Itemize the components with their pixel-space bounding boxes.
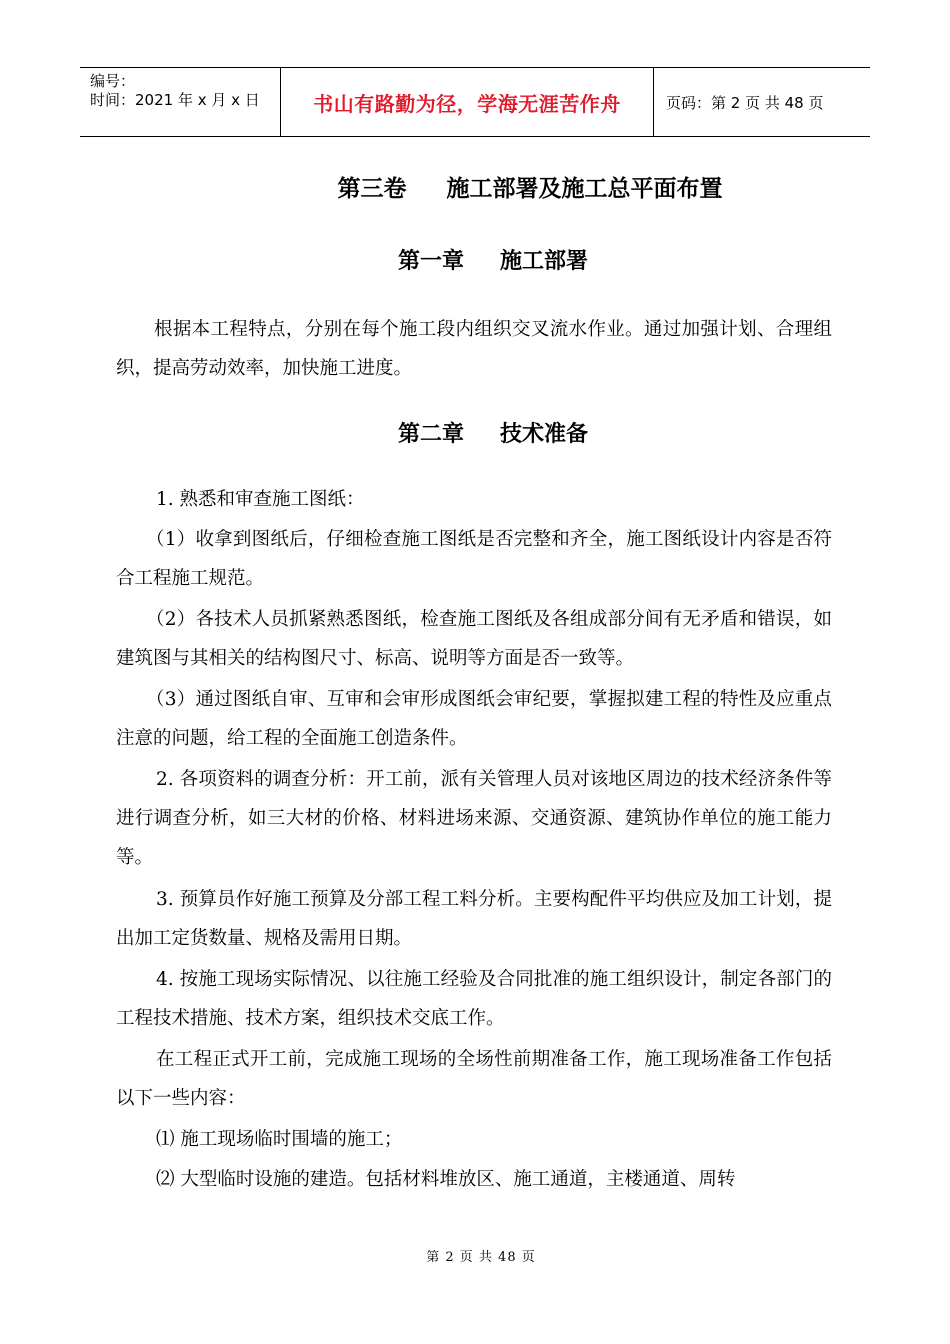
volume-name: 施工部署及施工总平面布置 [446, 176, 723, 202]
list-item: 在工程正式开工前，完成施工现场的全场性前期准备工作，施工现场准备工作包括以下一些内容： [116, 1049, 832, 1109]
chapter-1-part: 第一章 [397, 249, 464, 274]
list-item: ⑴ 施工现场临时围墙的施工； [156, 1129, 403, 1150]
list-item: （1）收拿到图纸后，仔细检查施工图纸是否完整和齐全，施工图纸设计内容是否符合工程施工规范。 [116, 529, 832, 589]
page-info: 页码：第 2 页 共 48 页 [666, 93, 824, 112]
volume-title [0, 170, 950, 203]
volume-part: 第三卷 [337, 176, 407, 202]
list-item: 3. 预算员作好施工预算及分部工程工料分析。主要构配件平均供应及加工计划，提出加工定货数量、规格及需用日期。 [116, 889, 832, 949]
list-item: （3）通过图纸自审、互审和会审形成图纸会审纪要，掌握拟建工程的特性及应重点注意的问题，给工程的全面施工创造条件。 [116, 689, 832, 749]
chapter-1-name: 施工部署 [500, 249, 589, 274]
list-item: 2. 各项资料的调查分析：开工前，派有关管理人员对该地区周边的技术经济条件等进行调查分析，如三大材的价格、材料进场来源、交通资源、建筑协作单位的施工能力等。 [116, 769, 832, 868]
header-meta [80, 68, 280, 136]
chapter-2-name: 技术准备 [500, 422, 589, 447]
number-label: 编号： [90, 72, 136, 90]
list-item: 1. 熟悉和审查施工图纸： [156, 489, 365, 510]
header-motto-cell [280, 68, 654, 136]
chapter-2-part: 第二章 [397, 422, 464, 447]
list-item: 4. 按施工现场实际情况、以往施工经验及合同批准的施工组织设计，制定各部门的工程技术措施、技术方案，组织技术交底工作。 [116, 969, 832, 1029]
header-page-info-cell [654, 68, 870, 136]
page-header [80, 67, 870, 137]
list-item: ⑵ 大型临时设施的建造。包括材料堆放区、施工通道，主楼通道、周转 [156, 1169, 736, 1190]
chapter-1-title [0, 244, 950, 275]
chapter-1-paragraph: 根据本工程特点，分别在每个施工段内组织交叉流水作业。通过加强计划、合理组织，提高劳动效率，加快施工进度。 [116, 319, 832, 379]
chapter-2-title [0, 417, 950, 448]
page-footer: 第 2 页 共 48 页 [426, 1250, 536, 1265]
date-label: 时间：2021 年 x 月 x 日 [90, 91, 260, 109]
motto: 书山有路勤为径，学海无涯苦作舟 [313, 91, 621, 116]
list-item: （2）各技术人员抓紧熟悉图纸，检查施工图纸及各组成部分间有无矛盾和错误，如建筑图与其相关的结构图尺寸、标高、说明等方面是否一致等。 [116, 609, 832, 669]
